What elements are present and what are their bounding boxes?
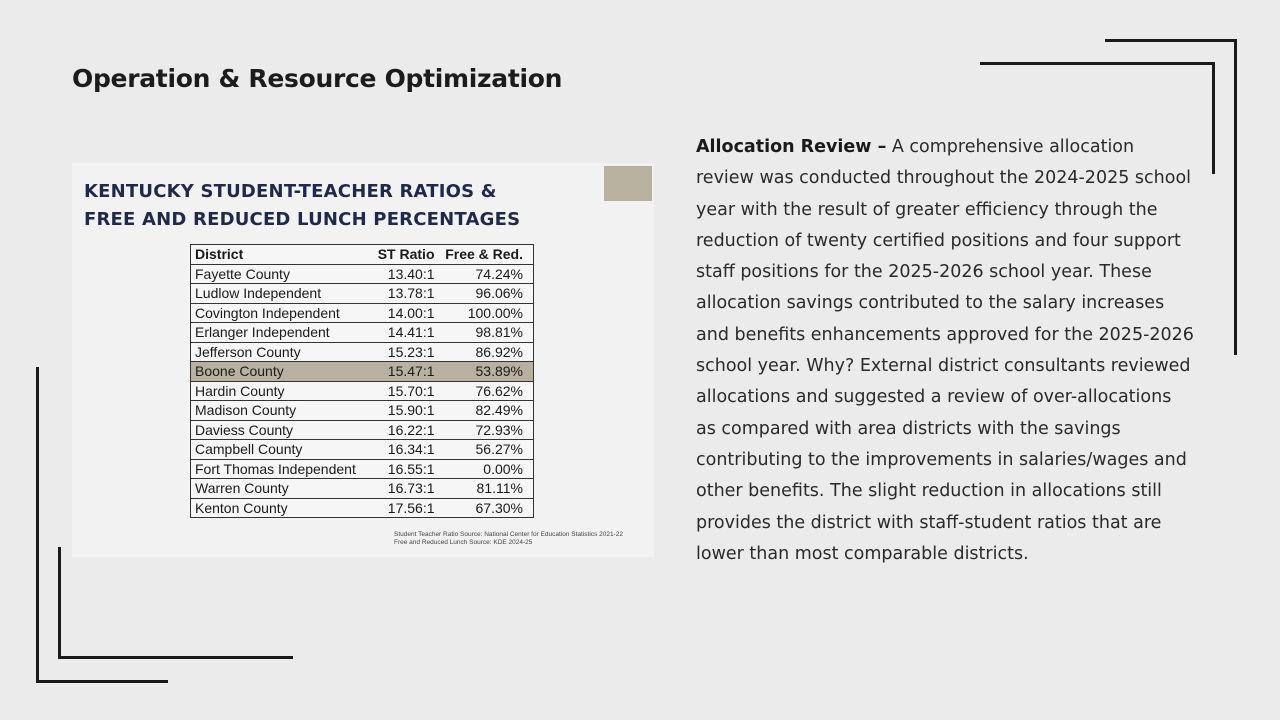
- district-cell: Ludlow Independent: [191, 284, 369, 304]
- st-ratio-cell: 15.23:1: [369, 342, 439, 362]
- ratios-table: [190, 244, 534, 518]
- district-cell: Kenton County: [191, 498, 369, 518]
- district-cell: Daviess County: [191, 420, 369, 440]
- card-heading: [84, 178, 520, 234]
- table-row: [191, 342, 534, 362]
- district-cell: Boone County: [191, 362, 369, 382]
- free-reduced-cell: 74.24%: [439, 264, 534, 284]
- frame-top-right-inner-v: [1212, 62, 1215, 174]
- source-note-line-2: Free and Reduced Lunch Source: KDE 2024-25: [394, 539, 533, 546]
- st-ratio-cell: 16.22:1: [369, 420, 439, 440]
- st-ratio-cell: 14.00:1: [369, 303, 439, 323]
- card-heading-line-2: FREE AND REDUCED LUNCH PERCENTAGES: [84, 209, 521, 230]
- district-cell: Fayette County: [191, 264, 369, 284]
- table-body: [191, 264, 534, 518]
- table-row: [191, 303, 534, 323]
- free-reduced-cell: 96.06%: [439, 284, 534, 304]
- free-reduced-cell: 81.11%: [439, 479, 534, 499]
- district-cell: Fort Thomas Independent: [191, 459, 369, 479]
- table-row: [191, 284, 534, 304]
- frame-bottom-left-outer-v: [36, 367, 39, 683]
- table-row: [191, 479, 534, 499]
- st-ratio-cell: 13.78:1: [369, 284, 439, 304]
- free-reduced-cell: 72.93%: [439, 420, 534, 440]
- free-reduced-cell: 56.27%: [439, 440, 534, 460]
- free-reduced-cell: 98.81%: [439, 323, 534, 343]
- frame-bottom-left-outer-h: [36, 680, 168, 683]
- column-header-district: District: [191, 245, 369, 265]
- table-row: [191, 264, 534, 284]
- table-row: [191, 401, 534, 421]
- frame-bottom-left-inner-v: [58, 547, 61, 659]
- free-reduced-cell: 53.89%: [439, 362, 534, 382]
- district-cell: Hardin County: [191, 381, 369, 401]
- free-reduced-cell: 82.49%: [439, 401, 534, 421]
- table-row: [191, 381, 534, 401]
- free-reduced-cell: 67.30%: [439, 498, 534, 518]
- district-cell: Campbell County: [191, 440, 369, 460]
- slide-title: Operation & Resource Optimization: [72, 64, 563, 93]
- column-header-st-ratio: ST Ratio: [369, 245, 439, 265]
- table-row: [191, 420, 534, 440]
- table-row: [191, 498, 534, 518]
- district-cell: Covington Independent: [191, 303, 369, 323]
- table-row: [191, 459, 534, 479]
- allocation-review-paragraph: [696, 132, 1196, 570]
- table-row: [191, 362, 534, 382]
- table-row: [191, 440, 534, 460]
- free-reduced-cell: 0.00%: [439, 459, 534, 479]
- table-row: [191, 323, 534, 343]
- free-reduced-cell: 100.00%: [439, 303, 534, 323]
- district-cell: Erlanger Independent: [191, 323, 369, 343]
- district-cell: Madison County: [191, 401, 369, 421]
- district-cell: Warren County: [191, 479, 369, 499]
- frame-top-right-outer-v: [1234, 39, 1237, 355]
- st-ratio-cell: 15.47:1: [369, 362, 439, 382]
- frame-top-right-outer-h: [1105, 39, 1237, 42]
- free-reduced-cell: 76.62%: [439, 381, 534, 401]
- st-ratio-cell: 17.56:1: [369, 498, 439, 518]
- source-note: [394, 531, 623, 547]
- district-cell: Jefferson County: [191, 342, 369, 362]
- source-note-line-1: Student Teacher Ratio Source: National Center for Education Statistics 2021-22: [394, 531, 623, 538]
- st-ratio-cell: 16.55:1: [369, 459, 439, 479]
- st-ratio-cell: 14.41:1: [369, 323, 439, 343]
- allocation-review-lead: Allocation Review –: [696, 137, 887, 157]
- column-header-free-reduced: Free & Red.: [439, 245, 534, 265]
- st-ratio-cell: 16.73:1: [369, 479, 439, 499]
- accent-box: [604, 166, 652, 201]
- st-ratio-cell: 15.90:1: [369, 401, 439, 421]
- frame-bottom-left-inner-h: [58, 656, 293, 659]
- free-reduced-cell: 86.92%: [439, 342, 534, 362]
- st-ratio-cell: 15.70:1: [369, 381, 439, 401]
- table-header-row: [191, 245, 534, 265]
- st-ratio-cell: 16.34:1: [369, 440, 439, 460]
- card-heading-line-1: KENTUCKY STUDENT-TEACHER RATIOS &: [84, 181, 497, 202]
- frame-top-right-inner-h: [980, 62, 1215, 65]
- st-ratio-cell: 13.40:1: [369, 264, 439, 284]
- allocation-review-text: A comprehensive allocation review was conducted throughout the 2024-2025 school year with the result of greater efficiency through the reduction of twenty certified positions and four support staff positions for the 2025-2026 school year. These allocation savings contributed to the salary increases and benefits enhancements approved for the 2025-2026 school year. Why? External district consultants reviewed allocations and suggested a review of over-allocations as compared with area districts with the savings contributing to the improvements in salaries/wages and other benefits. The slight reduction in allocations still provides the district with staff-student ratios that are lower than most comparable districts.: [696, 137, 1194, 564]
